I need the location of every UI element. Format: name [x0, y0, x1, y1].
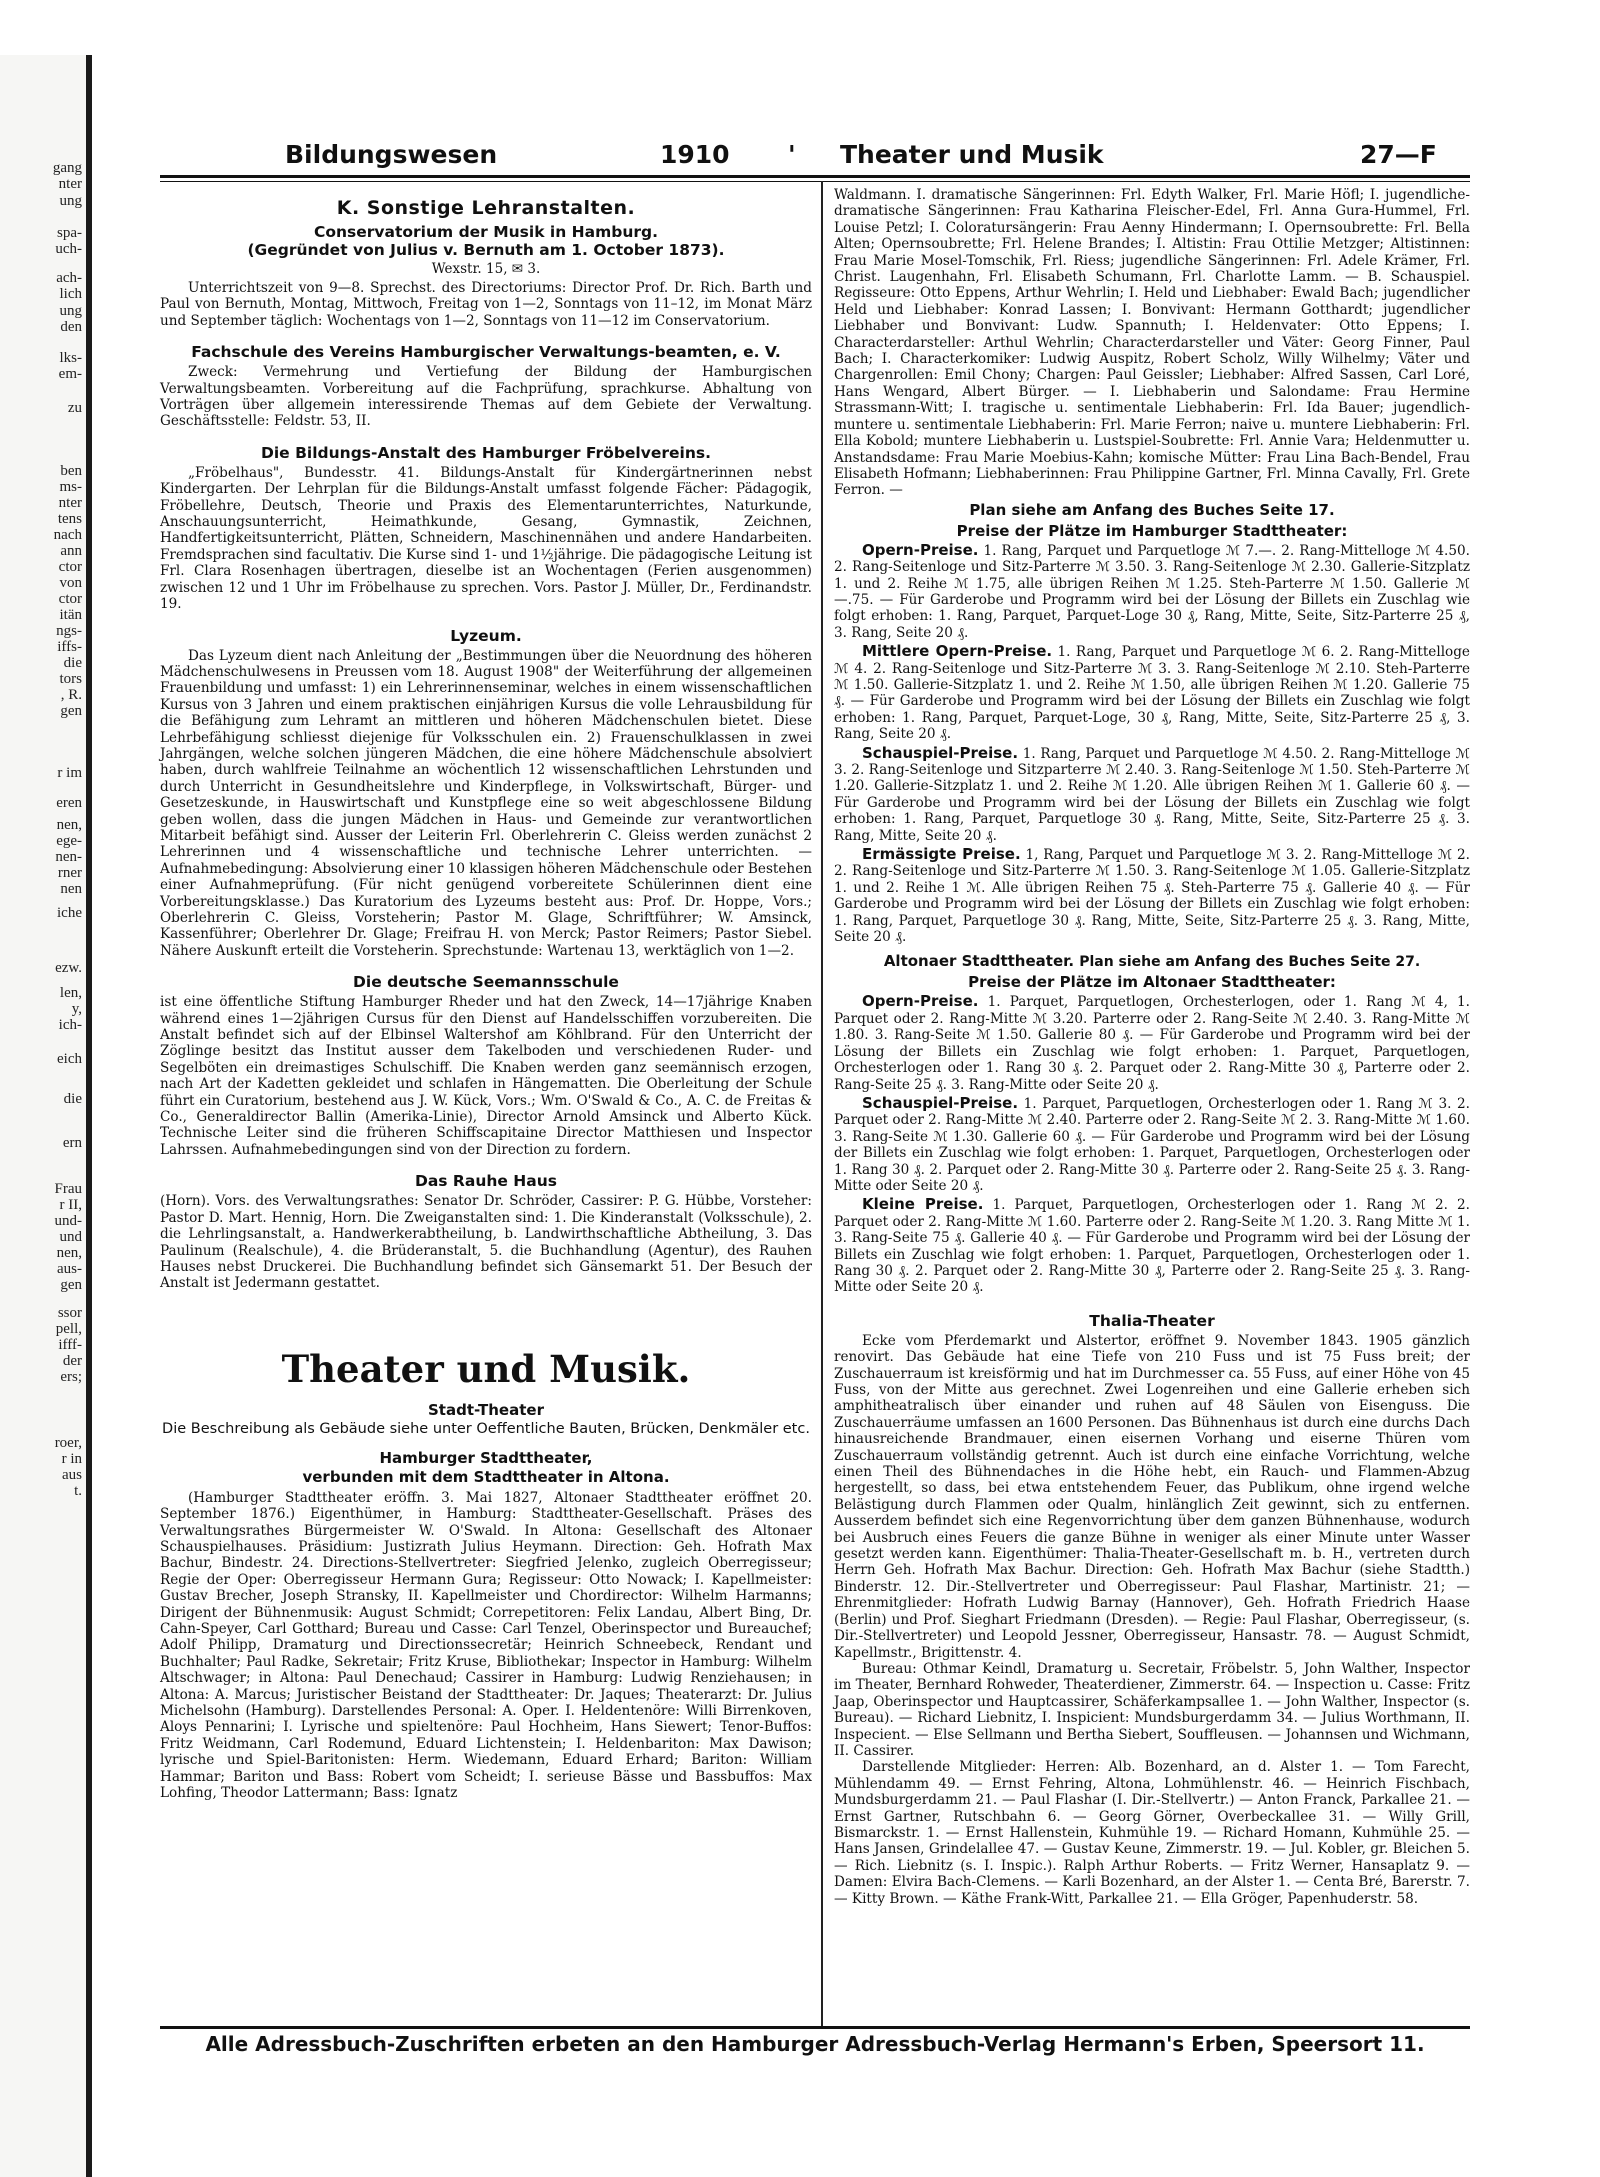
price-block — [834, 1095, 1470, 1194]
adjacent-page-fragment: ege- — [56, 833, 82, 849]
adjacent-page-fragment: ern — [62, 1135, 82, 1151]
adjacent-page-fragment: den — [60, 319, 82, 335]
price-details: 1. Rang, Parquet und Parquetloge ℳ 4.50. 2. Rang-Mittelloge ℳ 3. 2. Rang-Seitenloge und Sitzparterre ℳ 2.40. 3. Rang-Seitenloge ℳ 1.50. Steh-Parterre ℳ 1.20. Gallerie-Sitzplatz 1. und 2. Reihe ℳ 1.20. Alle übrigen Reihen ℳ 1. Gallerie 60 ₰. — Für Garderobe und Programm wird bei der Lösung der Billets ein Zuschlag wie folgt erhoben: 1. Rang, Parquet, Parquetloge 30 ₰. Rang, Mitte, Seite, Sitz-Parterre 25 ₰. 3. Rang, Mitte, Seite 20 ₰. — [834, 745, 1470, 844]
price-list-hamburg — [834, 542, 1470, 946]
adjacent-page-fragment: nach — [53, 527, 82, 543]
price-details: 1. Parquet, Parquetlogen, Orchesterlogen oder 1. Rang ℳ 3. 2. Parquet oder 2. Rang-Mitte ℳ 2.40. Parterre oder 2. Rang-Seite ℳ 2. 3. Rang-Mitte ℳ 1.60. 3. Rang-Seite ℳ 1.30. Gallerie 60 ₰. — Für Garderobe und Programm wird bei der Lösung der Billets ein Zuschlag wie folgt erhoben: 1. Parquet, Parquetlogen, Orchesterlogen oder 1. Rang 30 ₰. 2. Parquet oder 2. Rang-Mitte 30 ₰. Parterre oder 2. Rang-Seite 25 ₰. 3. Rang-Mitte oder Seite 20 ₰. — [834, 1095, 1470, 1194]
adjacent-page-fragment: r im — [57, 765, 82, 781]
price-details: 1, Rang, Parquet und Parquetloge ℳ 3. 2. Rang-Mittelloge ℳ 2. 2. Rang-Seitenloge und Sitz-Parterre ℳ 1.50. 3. Rang-Seitenloge ℳ 1.05. Gallerie-Sitzplatz 1. und 2. Reihe 1 ℳ. Alle übrigen Reihen 75 ₰. Steh-Parterre 75 ₰. Gallerie 40 ₰. — Für Garderobe und Programm wird bei der Lösung der Billets ein Zuschlag wie folgt erhoben: 1. Rang, Parquet, Parquetloge 30 ₰. Rang, Mitte, Seite, Sitz-Parterre 25 ₰. 3. Rang, Mitte, Seite 20 ₰. — [834, 847, 1470, 946]
heading-seemannsschule: Die deutsche Seemannsschule — [353, 973, 619, 992]
adjacent-page-strip — [0, 55, 92, 2177]
adjacent-page-fragment: ung — [59, 193, 82, 209]
adjacent-page-fragment: von — [59, 575, 82, 591]
preise-altona-title: Preise der Plätze im Altonaer Stadttheater: — [968, 973, 1336, 992]
adjacent-page-fragment: ctor — [58, 559, 82, 575]
adjacent-page-fragment: em- — [58, 366, 82, 382]
conservatorium-address: Wexstr. 15, ✉ 3. — [431, 261, 541, 277]
altona-plan: Plan siehe am Anfang des Buches Seite 27. — [1079, 954, 1421, 971]
adjacent-page-fragment: rner — [57, 865, 82, 881]
adjacent-page-fragment: zu — [67, 400, 82, 416]
adjacent-page-fragment: tens — [57, 511, 82, 527]
price-category: Opern-Preise. — [862, 540, 979, 559]
adjacent-page-fragment: itän — [59, 607, 82, 623]
adjacent-page-fragment: t. — [74, 1483, 82, 1499]
adjacent-page-fragment: ich- — [58, 1017, 82, 1033]
adjacent-page-fragment: nen, — [56, 1245, 82, 1261]
section-title-sonstige: K. Sonstige Lehranstalten. — [336, 197, 636, 219]
adjacent-page-fragment: aus — [62, 1467, 82, 1483]
thalia-text-bureau: Bureau: Othmar Keindl, Dramaturg u. Secretair, Fröbelstr. 5, John Walther, Inspector im Theater, Bernhard Rohweder, Theaterdiener, Zimmerstr. 64. — Inspection u. Casse: Fritz Jaap, Oberinspector und Hauptcassirer, Schäferkampsallee 1. — John Walther, Inspector (s. Bureau). — Richard Liebnitz, I. Inspicient: Mundsburgerdamm 34. — Julius Worthmann, II. Inspecient. — Else Sellmann und Bertha Siebert, Souffleusen. — Johannsen und Wichmann, II. Cassirer. — [834, 1660, 1470, 1759]
preise-hamburg-title: Preise der Plätze im Hamburger Stadttheater: — [956, 521, 1348, 540]
adjacent-page-fragment: ung — [59, 303, 82, 319]
adjacent-page-fragment: nen — [60, 881, 82, 897]
adjacent-page-fragment: nter — [58, 176, 82, 192]
footer-rule — [160, 2026, 1470, 2029]
adjacent-page-fragment: Frau — [54, 1181, 82, 1197]
adjacent-page-fragment: ms- — [59, 479, 82, 495]
rauhe-haus-text: (Horn). Vors. des Verwaltungsrathes: Senator Dr. Schröder, Cassirer: P. G. Hübbe, Vorsteher: Pastor D. Mart. Hennig, Horn. Die Zweiganstalten sind: 1. Die Kinderanstalt (Volksschule), 2. die Lehrlingsanstalt, a. Handwerkerabtheilung, b. Landwirthschaftliche Abtheilung, 3. Das Paulinum (Realschule), 4. die Brüderanstalt, 5. die Buchhandlung (Agentur), des Rauhen Hauses nebst Druckerei. Die Buchhandlung befindet sich Gänsemarkt 51. Der Besuch der Anstalt ist Jedermann gestattet. — [160, 1193, 812, 1292]
column-divider — [821, 181, 823, 2026]
hamburger-stadttheater-text: (Hamburger Stadttheater eröffn. 3. Mai 1827, Altonaer Stadttheater eröffnet 20. September 1876.) Eigenthümer, in Hamburg: Stadttheater-Gesellschaft. Präses des Verwaltungsrathes Bürgermeister W. O'Swald. In Altona: Gesellschaft des Altonaer Schauspielhauses. Präsidium: Justizrath Julius Heymann. Direction: Geh. Hofrath Max Bachur, Bindestr. 24. Directions-Stellvertreter: Siegfried Jelenko, zugleich Oberregisseur; Regie der Oper: Oberregisseur Hermann Gura; Regisseur: Otto Nowack; I. Kapellmeister: Gustav Brecher, Joseph Stransky, II. Kapellmeister und Chordirector: Wilhelm Harmanns; Dirigent der Bühnenmusik: August Schmidt; Correpetitoren: Felix Landau, Albert Bing, Dr. Cahn-Speyer, Carl Gotthard; Bureau und Casse: Carl Tenzel, Oberinspector und Bureauchef; Adolf Philipp, Dramaturg und Directionssecretär; Heinrich Schneebeck, Rendant und Buchhalter; Paul Radke, Sekretair; Fritz Kruse, Bibliothekar; Inspector in Hamburg: Wilhelm Altschwager; in Altona: Paul Denechaud; Cassirer in Hamburg: Ludwig Renziehausen; in Altona: A. Marcus; Juristischer Beistand der Stadttheater: Dr. Jaques; Theaterarzt: Dr. Julius Michelsohn (Hamburg). Darstellendes Personal: A. Oper. I. Heldentenöre: Willi Birrenkoven, Aloys Pennarini; I. Lyrische und spieltenöre: Paul Hochheim, Hans Siewert; Tenor-Buffos: Fritz Weidmann, Carl Rodemund, Eduard Lichtenstein; I. Heldenbariton: Max Dawison; lyrische und Spiel-Baritonisten: Herm. Wiedemann, Eduard Erhard; Bariton: William Hammar; Bariton und Bass: Robert vom Scheidt; I. serieuse Bässe und Bassbuffos: Max Lohfing, Theodor Lattermann; Bass: Ignatz — [160, 1489, 812, 1802]
adjacent-page-fragment: ngs- — [56, 623, 82, 639]
price-category: Schauspiel-Preise. — [862, 743, 1019, 762]
adjacent-page-fragment: r in — [61, 1451, 82, 1467]
adjacent-page-fragment: roer, — [54, 1435, 82, 1451]
adjacent-page-fragment: iche — [57, 905, 82, 921]
adjacent-page-fragment: nter — [58, 495, 82, 511]
header-rule — [160, 175, 1470, 178]
adjacent-page-fragment: ssor — [57, 1305, 82, 1321]
adjacent-page-fragment: y, — [71, 1001, 82, 1017]
adjacent-page-fragment: eren — [56, 795, 82, 811]
heading-thalia: Thalia-Theater — [1089, 1311, 1215, 1330]
adjacent-page-fragment: nen- — [55, 849, 82, 865]
adjacent-page-fragment: ben — [60, 463, 82, 479]
adjacent-page-fragment: lich — [59, 286, 82, 302]
adjacent-page-fragment: , R. — [60, 687, 82, 703]
header-rule-thin — [160, 181, 1470, 182]
adjacent-page-fragment: und- — [54, 1213, 82, 1229]
adjacent-page-fragment: ach- — [56, 270, 82, 286]
adjacent-page-fragment: die — [63, 1091, 82, 1107]
heading-fachschule: Fachschule des Vereins Hamburgischer Verwaltungs-beamten, e. V. — [191, 343, 781, 362]
adjacent-page-fragment: gen — [60, 703, 82, 719]
plan-hamburg: Plan siehe am Anfang des Buches Seite 17. — [969, 500, 1335, 519]
header-year: 1910 — [660, 140, 730, 169]
heading-lyzeum: Lyzeum. — [450, 626, 522, 645]
adjacent-page-fragment: lks- — [59, 350, 82, 366]
adjacent-page-fragment: tors — [59, 671, 82, 687]
price-category: Schauspiel-Preise. — [862, 1093, 1019, 1112]
adjacent-page-fragment: len, — [59, 985, 82, 1001]
thalia-text-members: Darstellende Mitglieder: Herren: Alb. Bozenhard, an d. Alster 1. — Tom Farecht, Mühlendamm 49. — Ernst Fehring, Altona, Lohmühlenstr. 46. — Heinrich Fischbach, Mundsburgerdamm 21. — Paul Flashar (I. Dir.-Stellvertr.) — Anton Franck, Parkallee 21. — Ernst Gartner, Rutschbahn 6. — Georg Görner, Overbeckallee 31. — Willy Grill, Bismarckstr. 1. — Ernst Hallenstein, Kuhmühle 19. — Richard Homann, Kuhmühle 25. — Hans Jansen, Grindelallee 47. — Gustav Keune, Zimmerstr. 19. — Jul. Kobler, gr. Bleichen 5. — Rich. Liebnitz (s. I. Inspic.). Ralph Arthur Roberts. — Fritz Werner, Hansaplatz 9. — Damen: Elvira Bach-Clemens. — Karli Bozenhard, an der Alster 1. — Centa Bré, Barerstr. 7. — Kitty Brown. — Käthe Frank-Witt, Parkallee 21. — Ella Gröger, Papenhuderstr. 58. — [834, 1759, 1470, 1907]
header-section-left: Bildungswesen — [285, 140, 498, 169]
adjacent-page-fragment: und — [59, 1229, 82, 1245]
lyzeum-text: Das Lyzeum dient nach Anleitung der „Bestimmungen über die Neuordnung des höheren Mädchenschulwesens in Preussen vom 18. August 1908" der Weiterführung der allgemeinen Frauenbildung und umfasst: 1) ein Lehrerinnenseminar, welches in einem wissenschaftlichen Kursus von 3 Jahren und einem praktischen einjährigen Kursus die volle Lehrausbildung für die Befähigung zum Lehramt an mittleren und höheren Mädchenschulen bietet. Diese Lehrbefähigung schliesst diejenige für Volksschulen ein. 2) Frauenschulklassen in zwei Jahrgängen, welche solchen jüngeren Mädchen, die eine höhere Mädchenschule absolviert haben, durch wahlfreie Teilnahme an wöchentlich 12 wissenschaftlichen Lehrstunden und durch Unterricht in Gesundheitslehre und Kinderpflege, in Volkswirtschaft, Bürger- und Gesetzeskunde, in Hauswirtschaft und Kunstpflege eine so weit abgeschlossene Bildung geben wollen, dass die jungen Mädchen in Haus- und Gemeinde zur verantwortlichen Mitarbeit befähigt sind. Ausser der Leiterin Frl. Oberlehrerin C. Gleiss werden zunächst 2 Lehrerinnen und 4 wissenschaftliche und technische Lehrer unterrichten. — Aufnahmebedingung: Absolvierung einer 10 klassigen höheren Mädchenschule oder Bestehen einer Aufnahmeprüfung. (Für nicht genügend vorbereitete Schülerinnen dient eine Vorbereitungsklasse.) Das Kuratorium des Lyzeums besteht aus: Prof. Dr. Hoppe, Vors.; Oberlehrerin C. Gleiss, Vorsteherin; Pastor M. Glage, Schriftführer; W. Amsinck, Kassenführer; Oberlehrer Dr. Glage; Freifrau H. von Merck; Pastor Reimers; Pastor Siebel. Nähere Auskunft erteilt die Vorsteherin. Sprechstunde: Wartenau 13, werktäglich von 1—2. — [160, 647, 812, 959]
price-block — [834, 542, 1470, 641]
price-category: Mittlere Opern-Preise. — [862, 642, 1053, 661]
header-mark: ' — [788, 140, 796, 169]
heading-theater-und-musik: Theater und Musik. — [281, 1346, 691, 1391]
heading-hamburger-stadttheater: Hamburger Stadttheater, — [379, 1448, 593, 1467]
conservatorium-founded: (Gegründet von Julius v. Bernuth am 1. October 1873). — [247, 241, 725, 259]
left-column — [160, 191, 812, 1801]
adjacent-page-fragment: r II, — [59, 1197, 82, 1213]
header-page-number: 27—F — [1360, 140, 1437, 169]
footer-notice: Alle Adressbuch-Zuschriften erbeten an den Hamburger Adressbuch-Verlag Hermann's Erben, Speersort 11. — [205, 2032, 1425, 2056]
adjacent-page-fragment: ers; — [60, 1369, 82, 1385]
adjacent-page-fragment: ann — [60, 543, 82, 559]
price-details: 1. Rang, Parquet und Parquetloge ℳ 6. 2. Rang-Mittelloge ℳ 4. 2. Rang-Seitenloge und Sitz-Parterre ℳ 3. 3. Rang-Seitenloge ℳ 2.10. Steh-Parterre ℳ 1.50. Gallerie-Sitzplatz 1. und 2. Reihe ℳ 1.50, alle übrigen Reihen ℳ 1.20. Gallerie 75 ₰. — Für Garderobe und Programm wird bei der Lösung der Billets ein Zuschlag wie folgt erhoben: 1. Rang, Parquet, Parquet-Loge, 30 ₰, Rang, Mitte, Seite, Sitz-Parterre 25 ₰, 3. Rang, Seite 20 ₰. — [834, 644, 1470, 743]
froebel-text: „Fröbelhaus", Bundesstr. 41. Bildungs-Anstalt für Kindergärtnerinnen nebst Kindergarten. Der Lehrplan für die Bildungs-Anstalt umfasst folgende Fächer: Pädagogik, Fröbellehre, Deutsch, Theorie und Praxis des Elementarunterrichtes, Naturkunde, Anschauungsunterricht, Heimathkunde, Gesang, Gymnastik, Zeichnen, Handfertigkeitsunterricht, Plätten, Schneidern, Maschinennähen und andere Handarbeiten. Fremdsprachen sind facultativ. Die Kurse sind 1- und 1½jährige. Die pädagogische Leitung ist Frl. Clara Rosenhagen übertragen, dieselbe ist an Wochentagen (Ferien ausgenommen) zwischen 12 und 1 Uhr im Fröbelhause zu sprechen. Vors. Pastor J. Müller, Dr., Ferdinandstr. 19. — [160, 464, 812, 613]
altona-heading-line — [834, 951, 1470, 970]
heading-stadt-theater: Stadt-Theater — [428, 1400, 544, 1419]
price-block — [834, 745, 1470, 844]
adjacent-page-fragment: die — [63, 655, 82, 671]
adjacent-page-fragment: aus- — [57, 1261, 82, 1277]
heading-rauhe-haus: Das Rauhe Haus — [414, 1172, 557, 1191]
adjacent-page-fragment: gang — [52, 160, 82, 176]
adjacent-page-fragment: ezw. — [55, 960, 82, 976]
price-block — [834, 643, 1470, 742]
price-block — [834, 1196, 1470, 1295]
heading-froebel: Die Bildungs-Anstalt des Hamburger Fröbelvereins. — [261, 443, 711, 462]
price-list-altona — [834, 993, 1470, 1295]
heading-conservatorium: Conservatorium der Musik in Hamburg. — [313, 223, 659, 241]
seemannsschule-text: ist eine öffentliche Stiftung Hamburger Rheder und hat den Zweck, 14—17jährige Knaben während eines 1—2jährigen Cursus für den Dienst auf Handelsschiffen vorzubereiten. Die Anstalt befindet sich auf der Elbinsel Waltershof am Köhlbrand. Für den Unterricht der Zöglinge besitzt das Institut ausser dem Takelboden und verschiedenen Ruder- und Segelböten ein dreimastiges Schulschiff. Die Knaben werden ganz seemännisch erzogen, nach Art der Kadetten gekleidet und schlafen in Hängematten. Die Oberleitung der Schule führt ein Curatorium, bestehend aus J. W. Kück, Vors.; Wm. O'Swald & Co., A. C. de Freitas & Co., Generaldirector Ballin (Amerika-Linie), Director Arnold Amsinck und Alberto Kück. Technische Leiter sind die früheren Schiffscapitaine Director Matthiesen und Inspector Lahrssen. Aufnahmebedingungen sind von der Direction zu fordern. — [160, 994, 812, 1158]
price-category: Ermässigte Preise. — [862, 845, 1021, 864]
adjacent-page-fragment: ctor — [58, 591, 82, 607]
adjacent-page-fragment: nen, — [56, 817, 82, 833]
thalia-text-building: Ecke vom Pferdemarkt und Alstertor, eröffnet 9. November 1843. 1905 gänzlich renovirt. Das Gebäude hat eine Tiefe von 210 Fuss und ist 75 Fuss breit; der Zuschauerraum ist kreisförmig und hat im Durchmesser ca. 55 Fuss, auf einer Höhe von 45 Fuss, von der Mitte aus gerechnet. Zwei Logenreihen und eine Gallerie erheben sich amphitheatralisch über einander und ruhen auf 48 Säulen von Eisenguss. Die Zuschauerräume umfassen an 1600 Personen. Das Bühnenhaus ist durch eine durchs Dach hinausreichende Brandmauer, einen eisernen Vorhang und eiserne Thüren vom Zuschauerraum vollständig getrennt. Auch ist durch eine einfache Vorrichtung, welche einen Theil des Bühnendaches in die Höhe hebt, ein Rauch- und Flammen-Abzug hergestellt, so dass, bei etwa entstehendem Feuer, das Publikum, ohne irgend welche Belästigung durch Flammen oder Qualm, hinlänglich Zeit gewinnt, sich zu entfernen. Ausserdem befindet sich eine Regenvorrichtung über dem ganzen Bühnenhause, wodurch bei Ausbruch eines Feuers die ganze Bühne in weniger als einer Minute unter Wasser gesetzt werden kann. Eigenthümer: Thalia-Theater-Gesellschaft m. b. H., vertreten durch Herrn Geh. Hofrath Max Bachur. Direction: Geh. Hofrath Max Bachur (siehe Stadtth.) Binderstr. 12. Dir.-Stellvertreter und Oberregisseur: Paul Flashar, Martinistr. 21; — Ehrenmitglieder: Hofrath Ludwig Barnay (Hannover), Geh. Hofrath Friedrich Haase (Berlin) und Prof. Sieghart Friedmann (Dresden). — Regie: Paul Flashar, Oberregisseur, (s. Dir.-Stellvertreter) und Leopold Jessner, Oberregisseur, Hansastr. 78. — August Schmidt, Kapellmstr., Brigittenstr. 4. — [834, 1332, 1470, 1661]
header-section-right: Theater und Musik — [840, 140, 1104, 169]
document-page — [110, 95, 1490, 2165]
adjacent-page-fragment: eich — [57, 1051, 82, 1067]
running-header — [160, 140, 1470, 180]
price-category: Opern-Preise. — [862, 992, 979, 1011]
altona-lead: Altonaer Stadttheater. — [883, 952, 1075, 971]
adjacent-page-fragment: iffs- — [57, 639, 82, 655]
conservatorium-text: Unterrichtszeit von 9—8. Sprechst. des Directoriums: Director Prof. Dr. Rich. Barth und Paul von Bernuth, Montag, Mittwoch, Freitag von 1—2, Sonntags von 11–12, im Monat März und September täglich: Wochentags von 1—2, Sonntags von 11—12 im Conservatorium. — [160, 280, 812, 329]
adjacent-page-fragment: gen — [60, 1277, 82, 1293]
adjacent-page-fragment: der — [62, 1353, 82, 1369]
price-details: 1. Rang, Parquet und Parquetloge ℳ 7.—. 2. Rang-Mittelloge ℳ 4.50. 2. Rang-Seitenloge und Sitz-Parterre ℳ 3.50. 3. Rang-Seitenloge ℳ 2.30. Gallerie-Sitzplatz 1. und 2. Reihe ℳ 1.75, alle übrigen Reihen ℳ 1.25. Steh-Parterre ℳ 1.50. Gallerie ℳ —.75. — Für Garderobe und Programm wird bei der Lösung der Billets ein Zuschlag wie folgt erhoben: 1. Rang, Parquet, Parquet-Loge 30 ₰, Rang, Mitte, Seite, Sitz-Parterre 25 ₰, 3. Rang, Seite 20 ₰. — [834, 542, 1470, 641]
fachschule-text: Zweck: Vermehrung und Vertiefung der Bildung der Hamburgischen Verwaltungsbeamten. Vorbereitung auf die Fachprüfung, sprachkurse. Abhaltung von Vorträgen über allgemein interessirende Themas auf dem Gebiete der Verwaltung. Geschäftsstelle: Feldstr. 53, II. — [160, 364, 812, 430]
price-block — [834, 846, 1470, 945]
adjacent-page-fragment: ifff- — [58, 1337, 82, 1353]
scan-margin-top — [0, 0, 1600, 58]
adjacent-page-fragment: spa- — [57, 225, 82, 241]
right-column — [834, 187, 1470, 1907]
price-category: Kleine Preise. — [862, 1195, 984, 1214]
ensemble-text: Waldmann. I. dramatische Sängerinnen: Frl. Edyth Walker, Frl. Marie Höfl; I. jugendliche-dramatische Sängerinnen: Frau Katharina Fleischer-Edel, Frl. Anna Gura-Hummel, Frl. Louise Petzl; I. Coloratursängerin: Frau Aenny Hindermann; I. Opernsoubrette: Frl. Bella Alten; Opernsoubrette; Frl. Helene Brandes; I. Altistin: Frau Ottilie Metzger; Altistinnen: Frau Marie Mosel-Tomschik, Frl. Riess; jugendliche Sängerinnen: Frl. Adele Krämer, Frl. Christ. Laugenhahn, Frl. Elisabeth Schumann, Frl. Charlotte Lamm. — B. Schauspiel. Regisseure: Otto Eppens, Arthur Wehrlin; I. Held und Liebhaber: Ewald Bach; jugendlicher Held und Liebhaber: Konrad Lassen; I. Bonvivant: Hermann Gotthardt; jugendlicher Liebhaber und Bonvivant: Ludw. Spannuth; I. Heldenvater: Otto Eppens; I. Characterdarsteller: Arthul Wehrlin; Characterdarsteller und Väter: Georg Finner, Paul Bach; I. Characterkomiker: Ludwig Auspitz, Robert Scholz, Willy Wilhelmy; Väter und Chargenrollen: Emil Chony; Chargen: Paul Geissler; Liebhaber: Alfred Sassen, Carl Loré, Hans Wengard, Albert Bürger. — I. Liebhaberin und Salondame: Frau Hermine Strassmann-Witt; I. tragische u. sentimentale Liebhaberin: Frl. Ida Bauer; jugendlich-muntere u. sentimentale Liebhaberin: Frl. Marie Ferron; naive u. muntere Liebhaberin: Frl. Ella Kobold; muntere Liebhaberin u. Lustspiel-Soubrette: Frl. Annie Vara; Heldenmutter u. Anstandsdame: Frau Marie Moebius-Kahn; komische Mütter: Frau Lina Bach-Bendel, Frau Elisabeth Hofmann; Liebhaberinnen: Frau Philippine Gartner, Frl. Minna Cavally, Frl. Grete Ferron. — — [834, 187, 1470, 499]
adjacent-page-fragment: uch- — [55, 241, 82, 257]
price-details: 1. Parquet, Parquetlogen, Orchesterlogen, oder 1. Rang ℳ 4, 1. Parquet oder 2. Rang-Mitte ℳ 3.20. Parterre oder 2. Rang-Seite ℳ 2.40. 3. Rang-Mitte ℳ 1.80. 3. Rang-Seite ℳ 1.50. Gallerie 80 ₰. — Für Garderobe und Programm wird bei der Lösung der Billets ein Zuschlag wie folgt erhoben: 1. Parquet, Parquetlogen, Orchesterlogen oder 1. Rang 30 ₰. 2. Parquet oder 2. Rang-Mitte 30 ₰, Parterre oder 2. Rang-Seite 25 ₰. 3. Rang-Mitte oder Seite 20 ₰. — [834, 994, 1470, 1093]
heading-verbunden-altona: verbunden mit dem Stadttheater in Altona. — [302, 1467, 670, 1486]
adjacent-page-fragment: pell, — [55, 1321, 82, 1337]
price-block — [834, 993, 1470, 1092]
stadt-theater-desc: Die Beschreibung als Gebäude siehe unter Oeffentliche Bauten, Brücken, Denkmäler etc. — [162, 1420, 810, 1437]
price-details: 1. Parquet, Parquetlogen, Orchesterlogen oder 1. Rang ℳ 2. 2. Parquet oder 2. Rang-Mitte ℳ 1.60. Parterre oder 2. Rang-Seite ℳ 1.20. 3. Rang Mitte ℳ 1. 3. Rang-Seite 75 ₰. Gallerie 40 ₰. — Für Garderobe und Programm wird bei der Lösung der Billets ein Zuschlag wie folgt erhoben: 1. Parquet, Parquetlogen, Orchesterlogen oder 1. Rang 30 ₰. 2. Parquet oder 2. Rang-Mitte 30 ₰, Parterre oder 2. Rang-Seite 25 ₰. 3. Rang-Mitte oder Seite 20 ₰. — [834, 1197, 1470, 1296]
